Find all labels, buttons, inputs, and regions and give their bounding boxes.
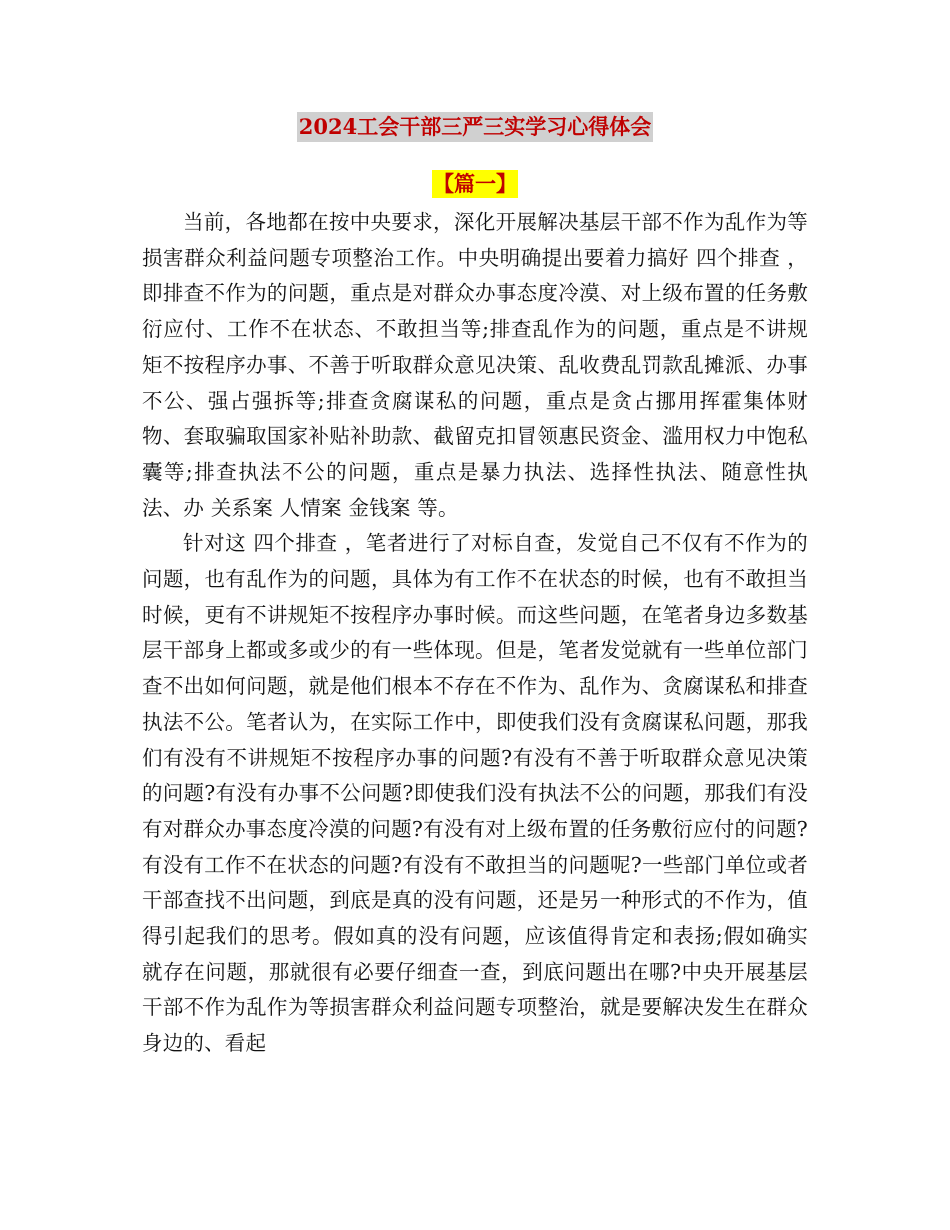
- document-title: 2024工会干部三严三实学习心得体会: [297, 112, 653, 142]
- section-heading: 【篇一】: [433, 171, 517, 196]
- title-container: [0, 112, 950, 142]
- paragraph-1: 当前，各地都在按中央要求，深化开展解决基层干部不作为乱作为等损害群众利益问题专项整治工作。中央明确提出要着力搞好 四个排查 ，即排查不作为的问题，重点是对群众办事态度冷漠、对上级布置的任务敷衍应付、工作不在状态、不敢担当等;排查乱作为的问题，重点是不讲规矩不按程序办事、不善于听取群众意见决策、乱收费乱罚款乱摊派、办事不公、强占强拆等;排查贪腐谋私的问题，重点是贪占挪用挥霍集体财物、套取骗取国家补贴补助款、截留克扣冒领惠民资金、滥用权力中饱私囊等;排查执法不公的问题，重点是暴力执法、选择性执法、随意性执法、办 关系案 人情案 金钱案 等。: [142, 210, 808, 520]
- body-text: [142, 205, 808, 1062]
- paragraph-2: 针对这 四个排查 ，笔者进行了对标自查，发觉自己不仅有不作为的问题，也有乱作为的问题，具体为有工作不在状态的时候，也有不敢担当时候，更有不讲规矩不按程序办事时候。而这些问题，在笔者身边多数基层干部身上都或多或少的有一些体现。但是，笔者发觉就有一些单位部门查不出如何问题，就是他们根本不存在不作为、乱作为、贪腐谋私和排查执法不公。笔者认为，在实际工作中，即使我们没有贪腐谋私问题，那我们有没有不讲规矩不按程序办事的问题?有没有不善于听取群众意见决策的问题?有没有办事不公问题?即使我们没有执法不公的问题，那我们有没有对群众办事态度冷漠的问题?有没有对上级布置的任务敷衍应付的问题?有没有工作不在状态的问题?有没有不敢担当的问题呢?一些部门单位或者干部查找不出问题，到底是真的没有问题，还是另一种形式的不作为，值得引起我们的思考。假如真的没有问题，应该值得肯定和表扬;假如确实就存在问题，那就很有必要仔细查一查，到底问题出在哪?中央开展基层干部不作为乱作为等损害群众利益问题专项整治，就是要解决发生在群众身边的、看起: [142, 531, 808, 1056]
- section-heading-container: [0, 170, 950, 198]
